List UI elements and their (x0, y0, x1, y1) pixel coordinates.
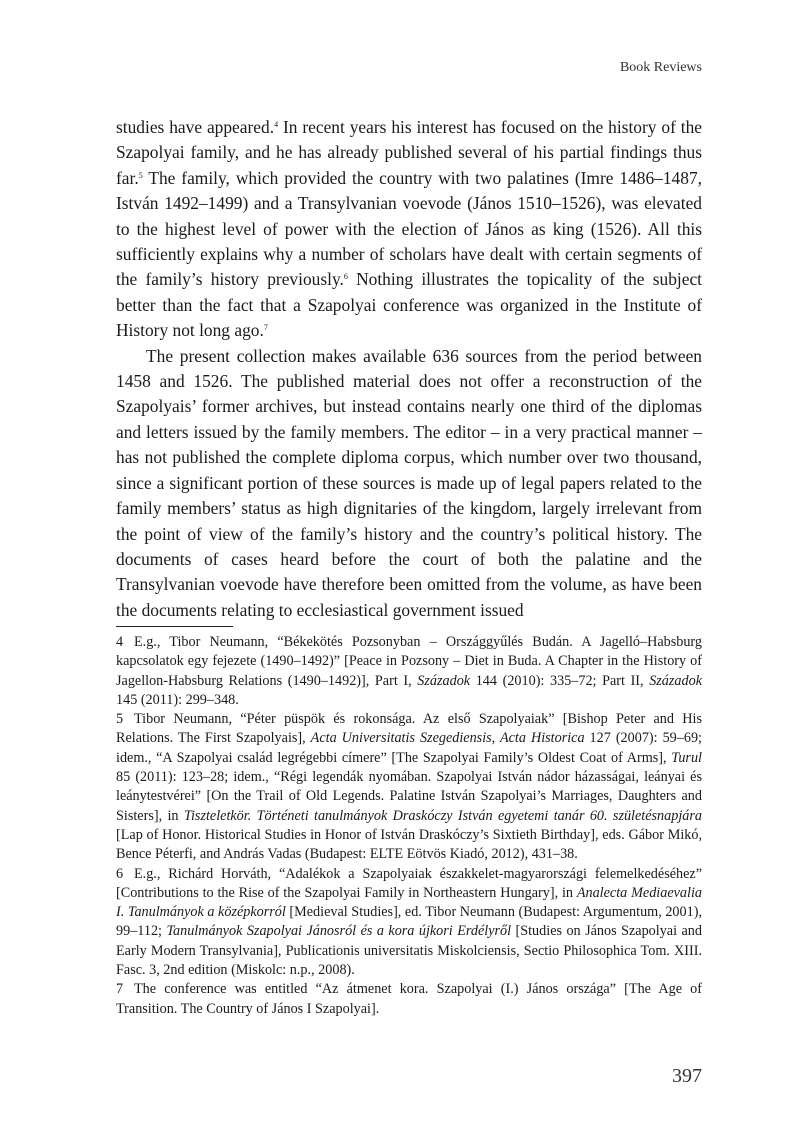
book-title: Analecta Mediaevalia I. Tanulmányok a középkorról (116, 884, 702, 921)
journal-title: Acta Universitatis Szegediensis, Acta Historica (310, 730, 585, 747)
footnote-4: 4 E.g., Tibor Neumann, “Békekötés Pozsonyban – Országgyűlés Budán. A Jagelló–Habsburg kapcsolatok egy fejezete (1490–1492)” [Peace in Pozsony – Diet in Buda. A Chapter in the History of Jagellon-Habsburg Relations (1490–1492)], Part I, Századok 144 (2010): 335–72; Part II, Századok 145 (2011): 299–348. (116, 634, 702, 708)
book-title: Tiszteletkör. Történeti tanulmányok Draskóczy István egyetemi tanár 60. születésnapjára (183, 807, 702, 824)
paragraph-2: The present collection makes available 636 sources from the period between 1458 and 1526. The published material does not offer a reconstruction of the Szapolyais’ former archives, but instead contains nearly one third of the diplomas and letters issued by the family members. The editor – in a very practical manner – has not published the complete diploma corpus, which number over two thousand, since a significant portion of these sources is made up of legal papers related to the family members’ status as high dignitaries of the kingdom, largely irrelevant from the point of view of the family’s history and the country’s political history. The documents of cases heard before the court of both the palatine and the Transylvanian voevode have therefore been omitted from the volume, as have been the documents relating to ecclesiastical government issued (116, 345, 702, 620)
footnote-number: 5 (116, 711, 124, 728)
footnote-rule (116, 626, 233, 627)
footnote-number: 6 (116, 865, 124, 882)
footnote-ref-5[interactable]: 5 (138, 170, 143, 180)
footnote-number: 4 (116, 634, 124, 650)
journal-title: Századok (417, 672, 471, 689)
footnote-ref-7[interactable]: 7 (263, 323, 268, 333)
footnote-number: 7 (116, 981, 124, 998)
journal-title: Turul (671, 749, 702, 766)
footnote-6: 6 E.g., Richárd Horváth, “Adalékok a Szapolyaiak északkelet-magyarországi felemelkedéséhez” [Contributions to the Rise of the Szapolyai Family in Northeastern Hungary], in Analecta Mediaevalia I. Tanulmányok a középkorról [Medieval Studies], ed. Tibor Neumann (Budapest: Argumentum, 2001), 99–112; Tanulmányok Szapolyai Jánosról és a kora újkori Erdélyről [Studies on János Szapolyai and Early Modern Transylvania], Publicationis universitatis Miskolciensis, Sectio Philosophica Tom. XIII. Fasc. 3, 2nd edition (Miskolc: n.p., 2008). (116, 865, 702, 979)
page-number: 397 (672, 1065, 702, 1087)
footnote-ref-4[interactable]: 4 (274, 120, 279, 129)
paragraph-1: studies have appeared.$^4$ In recent years his interest has focused on the history of the Szapolyai family, and he has already published several of his partial findings thus far.$^5$ The family, which provided the country with two palatines (Imre 1486–1487, István 1492–1499) and a Transylvanian voevode (János 1510–1526), was elevated to the highest level of power with the election of János as king (1526). All this sufficiently explains why a number of scholars have dealt with certain segments of the family’s history previously.$^6$ Nothing illustrates the topicality of the subject better than the fact that a Szapolyai conference was organized in the Institute of History not long ago.$^7$ (116, 117, 703, 341)
running-head: Book Reviews (619, 60, 702, 75)
footnote-7: 7 The conference was entitled “Az átmenet kora. Szapolyai (I.) János országa” [The Age of Transition. The Country of János I Szapolyai]. (116, 981, 702, 1017)
book-title: Tanulmányok Szapolyai Jánosról és a kora újkori Erdélyről (166, 923, 512, 940)
footnote-ref-6[interactable]: 6 (343, 272, 348, 282)
footnote-5: 5 Tibor Neumann, “Péter püspök és rokonsága. Az első Szapolyaiak” [Bishop Peter and His Relations. The First Szapolyais], Acta Universitatis Szegediensis, Acta Historica 127 (2007): 59–69; idem., “A Szapolyai család legrégebbi címere” [The Szapolyai Family’s Oldest Coat of Arms], Turul 85 (2011): 123–28; idem., “Régi legendák nyomában. Szapolyai István nádor házasságai, leányai és leánytestvérei” [On the Trail of Old Legends. Palatine István Szapolyai’s Marriages, Daughters and Sisters], in Tiszteletkör. Történeti tanulmányok Draskóczy István egyetemi tanár 60. születésnapjára [Lap of Honor. Historical Studies in Honor of István Draskóczy’s Sixtieth Birthday], eds. Gábor Mikó, Bence Péterfi, and András Vadas (Budapest: ELTE Eötvös Kiadó, 2012), 431–38. (116, 711, 702, 863)
journal-title: Századok (649, 672, 702, 689)
body-text (116, 115, 702, 623)
footnotes (116, 633, 702, 1019)
